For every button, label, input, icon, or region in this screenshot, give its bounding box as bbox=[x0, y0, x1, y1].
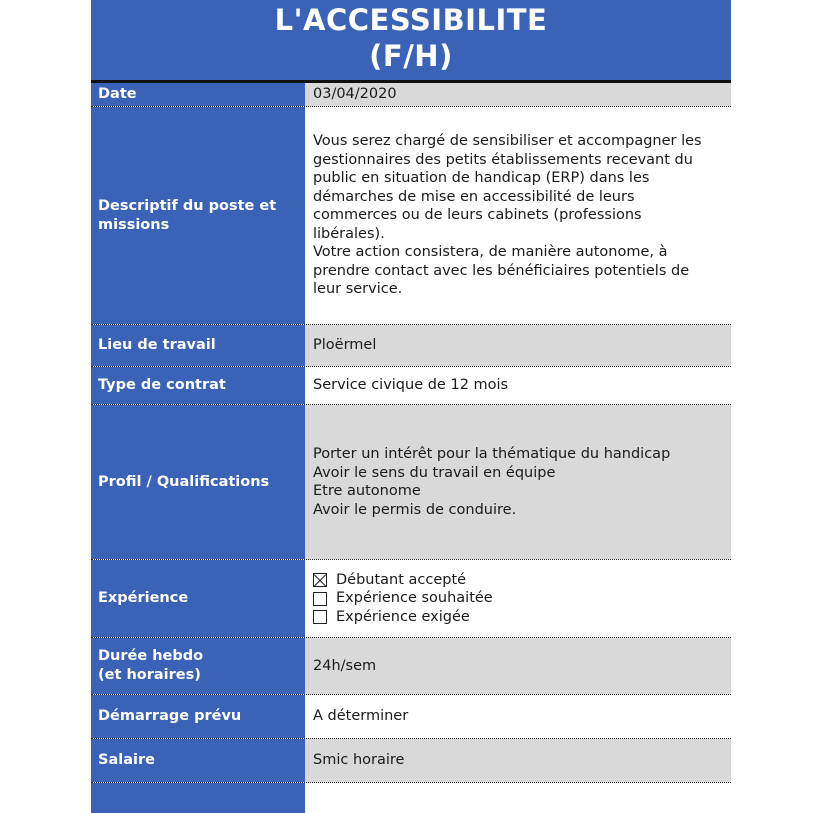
descriptif-line: Vous serez chargé de sensibiliser et accompagner les bbox=[313, 133, 702, 150]
salaire-label: Salaire bbox=[91, 739, 305, 782]
page-title bbox=[91, 0, 731, 83]
descriptif-value bbox=[305, 107, 731, 324]
checkbox-empty-icon[interactable] bbox=[313, 592, 327, 606]
experience-value bbox=[305, 560, 731, 637]
next-row-value bbox=[305, 783, 731, 813]
job-offer-sheet bbox=[91, 0, 731, 813]
duree-label-line-2: (et horaires) bbox=[98, 667, 201, 683]
demarrage-label: Démarrage prévu bbox=[91, 695, 305, 738]
experience-option-label: Expérience exigée bbox=[336, 608, 470, 625]
experience-option-exigee[interactable] bbox=[313, 608, 493, 627]
contrat-value: Service civique de 12 mois bbox=[305, 367, 731, 404]
row-lieu bbox=[91, 325, 731, 367]
title-line-2: (F/H) bbox=[369, 39, 453, 73]
descriptif-line: leur service. bbox=[313, 281, 403, 298]
descriptif-line: gestionnaires des petits établissements recevant du bbox=[313, 151, 693, 168]
row-experience bbox=[91, 560, 731, 638]
profil-line: Porter un intérêt pour la thématique du handicap bbox=[313, 446, 671, 462]
row-demarrage bbox=[91, 695, 731, 739]
descriptif-line: Votre action consistera, de manière autonome, à bbox=[313, 244, 668, 261]
salaire-value: Smic horaire bbox=[305, 739, 731, 782]
descriptif-line: démarches de mise en accessibilité de leurs bbox=[313, 188, 635, 205]
experience-option-label: Expérience souhaitée bbox=[336, 590, 493, 607]
row-next-partial bbox=[91, 783, 731, 813]
experience-option-debutant[interactable] bbox=[313, 571, 493, 590]
contrat-label: Type de contrat bbox=[91, 367, 305, 404]
lieu-value: Ploërmel bbox=[305, 325, 731, 366]
descriptif-line: commerces ou de leurs cabinets (professions bbox=[313, 207, 642, 224]
profil-line: Avoir le sens du travail en équipe bbox=[313, 464, 556, 481]
profil-value bbox=[305, 405, 731, 559]
descriptif-line: libérales). bbox=[313, 225, 385, 242]
profil-line: Avoir le permis de conduire. bbox=[313, 501, 517, 518]
row-profil bbox=[91, 405, 731, 560]
row-salaire bbox=[91, 739, 731, 783]
duree-label bbox=[91, 638, 305, 694]
profil-line: Etre autonome bbox=[313, 483, 421, 499]
title-line-1: L'ACCESSIBILITE bbox=[274, 3, 548, 37]
descriptif-line: prendre contact avec les bénéficiaires potentiels de bbox=[313, 262, 690, 279]
row-date bbox=[91, 83, 731, 107]
lieu-label: Lieu de travail bbox=[91, 325, 305, 366]
profil-label: Profil / Qualifications bbox=[91, 405, 305, 559]
experience-option-souhaitee[interactable] bbox=[313, 589, 493, 608]
descriptif-label: Descriptif du poste et missions bbox=[91, 107, 305, 324]
row-descriptif bbox=[91, 107, 731, 325]
descriptif-line: public en situation de handicap (ERP) dans les bbox=[313, 170, 650, 187]
checkbox-checked-icon[interactable] bbox=[313, 573, 327, 587]
row-duree bbox=[91, 638, 731, 695]
next-row-label bbox=[91, 783, 305, 813]
experience-option-label: Débutant accepté bbox=[336, 571, 467, 588]
row-contrat bbox=[91, 367, 731, 405]
demarrage-value: A déterminer bbox=[305, 695, 731, 738]
experience-label: Expérience bbox=[91, 560, 305, 637]
duree-label-line-1: Durée hebdo bbox=[98, 648, 204, 664]
duree-value: 24h/sem bbox=[305, 638, 731, 694]
checkbox-empty-icon[interactable] bbox=[313, 610, 327, 624]
date-label: Date bbox=[91, 83, 305, 106]
date-value: 03/04/2020 bbox=[305, 83, 731, 106]
